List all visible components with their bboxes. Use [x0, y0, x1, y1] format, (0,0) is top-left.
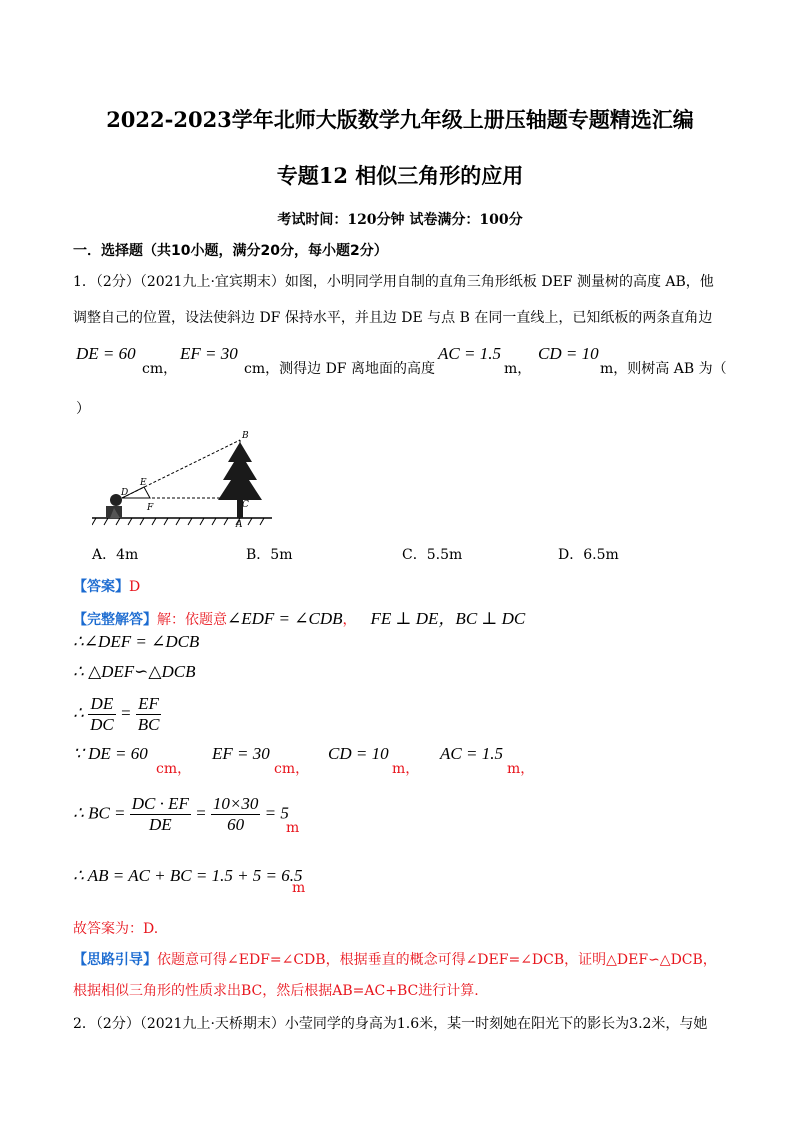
page-title: 2022-2023学年北师大版数学九年级上册压轴题专题精选汇编	[106, 107, 694, 132]
frac3-den: DE	[149, 815, 172, 834]
sol5-ac: AC = 1.5	[440, 744, 503, 763]
sol5-u2: cm，	[274, 761, 310, 777]
q1-unit-cm1: cm，	[142, 361, 178, 377]
final-answer: 故答案为：D.	[73, 921, 159, 937]
option-a: A．4m	[92, 547, 139, 563]
hint-text-1: 依题意可得∠EDF=∠CDB，根据垂直的概念可得∠DEF=∠DCB，证明△DEF∽△DCB，	[157, 952, 717, 968]
q1-unit-cm2: cm，测得边 DF 离地面的高度	[244, 361, 435, 377]
exam-info: 考试时间：120分钟 试卷满分：100分	[277, 212, 523, 228]
sol5-u3: m，	[392, 761, 420, 777]
answer-line	[73, 576, 140, 596]
label-c: C	[242, 500, 249, 510]
hint-label: 【思路引导】	[73, 952, 157, 968]
option-c: C．5.5m	[402, 547, 463, 563]
q1-math-ef: EF = 30	[180, 344, 238, 363]
solution-line-1	[73, 604, 525, 629]
question-2-stem-line1: 2．（2分）（2021九上·天桥期末）小莹同学的身高为1.6米，某一时刻她在阳光下的影长为3.2米，与她	[73, 1016, 708, 1032]
line4-prefix: ∴	[73, 703, 84, 723]
label-e: E	[140, 478, 147, 488]
frac4-num: 10×30	[212, 794, 259, 813]
solution-line-6	[73, 794, 289, 835]
question-1-stem-line2: 调整自己的位置，设法使斜边 DF 保持水平，并且边 DE 与点 B 在同一直线上，已知纸板的两条直角边	[73, 310, 713, 326]
solution-angle-eq: ∠EDF = ∠CDB	[227, 609, 343, 628]
q1-unit-m1: m，	[504, 361, 532, 377]
line6-result: = 5	[264, 803, 289, 823]
solution-label: 【完整解答】	[73, 612, 157, 628]
sol5-de: ∵ DE = 60	[73, 744, 148, 763]
q1-math-cd: CD = 10	[538, 344, 599, 363]
sol6-unit: m	[286, 820, 300, 836]
option-b: B．5m	[246, 547, 293, 563]
hint-line-2: 根据相似三角形的性质求出BC，然后根据AB=AC+BC进行计算.	[73, 983, 479, 999]
solution-line-7: ∴ AB = AC + BC = 1.5 + 5 = 6.5	[73, 866, 303, 885]
q1-paren-close: ）	[76, 401, 90, 417]
solution-line-4	[73, 694, 161, 735]
line4-eq: =	[119, 703, 132, 723]
option-d: D．6.5m	[558, 547, 619, 563]
sol5-u4: m，	[507, 761, 535, 777]
q1-unit-m2: m，则树高 AB 为（	[600, 361, 727, 377]
label-f: F	[147, 503, 154, 513]
line6-prefix: ∴ BC =	[73, 803, 126, 823]
label-a: A	[236, 520, 243, 528]
sol5-cd: CD = 10	[328, 744, 389, 763]
label-b: B	[242, 431, 249, 441]
question-1-stem-line1: 1．（2分）（2021九上·宜宾期末）如图，小明同学用自制的直角三角形纸板 DEF 测量树的高度 AB，他	[73, 274, 714, 290]
hint-line-1	[73, 949, 717, 969]
tree-measurement-figure	[92, 428, 277, 528]
frac1-num: DE	[88, 694, 116, 715]
line6-eq: =	[195, 803, 207, 823]
frac4-den: 60	[227, 815, 245, 834]
sol5-ef: EF = 30	[212, 744, 270, 763]
solution-perpendicular: FE ⊥ DE，BC ⊥ DC	[370, 609, 526, 628]
q1-math-ac: AC = 1.5	[438, 344, 501, 363]
answer-label: 【答案】	[73, 579, 129, 595]
q1-math-de: DE = 60	[76, 344, 136, 363]
label-d: D	[121, 488, 129, 498]
page-subtitle: 专题12 相似三角形的应用	[276, 163, 524, 188]
sol7-unit: m	[292, 880, 306, 896]
frac1-den: DC	[90, 715, 114, 734]
solution-intro: 解：依题意	[157, 612, 227, 628]
frac2-num: EF	[136, 694, 162, 715]
sol5-u1: cm，	[156, 761, 192, 777]
frac2-den: BC	[137, 715, 160, 734]
answer-value: D	[129, 579, 141, 595]
section-heading: 一．选择题（共10小题，满分20分，每小题2分）	[73, 243, 388, 259]
solution-comma: ，	[342, 612, 357, 628]
frac3-num: DC · EF	[131, 794, 189, 813]
solution-line-3: ∴ △DEF∽△DCB	[73, 662, 196, 681]
solution-line-2: ∴∠DEF = ∠DCB	[73, 632, 200, 651]
